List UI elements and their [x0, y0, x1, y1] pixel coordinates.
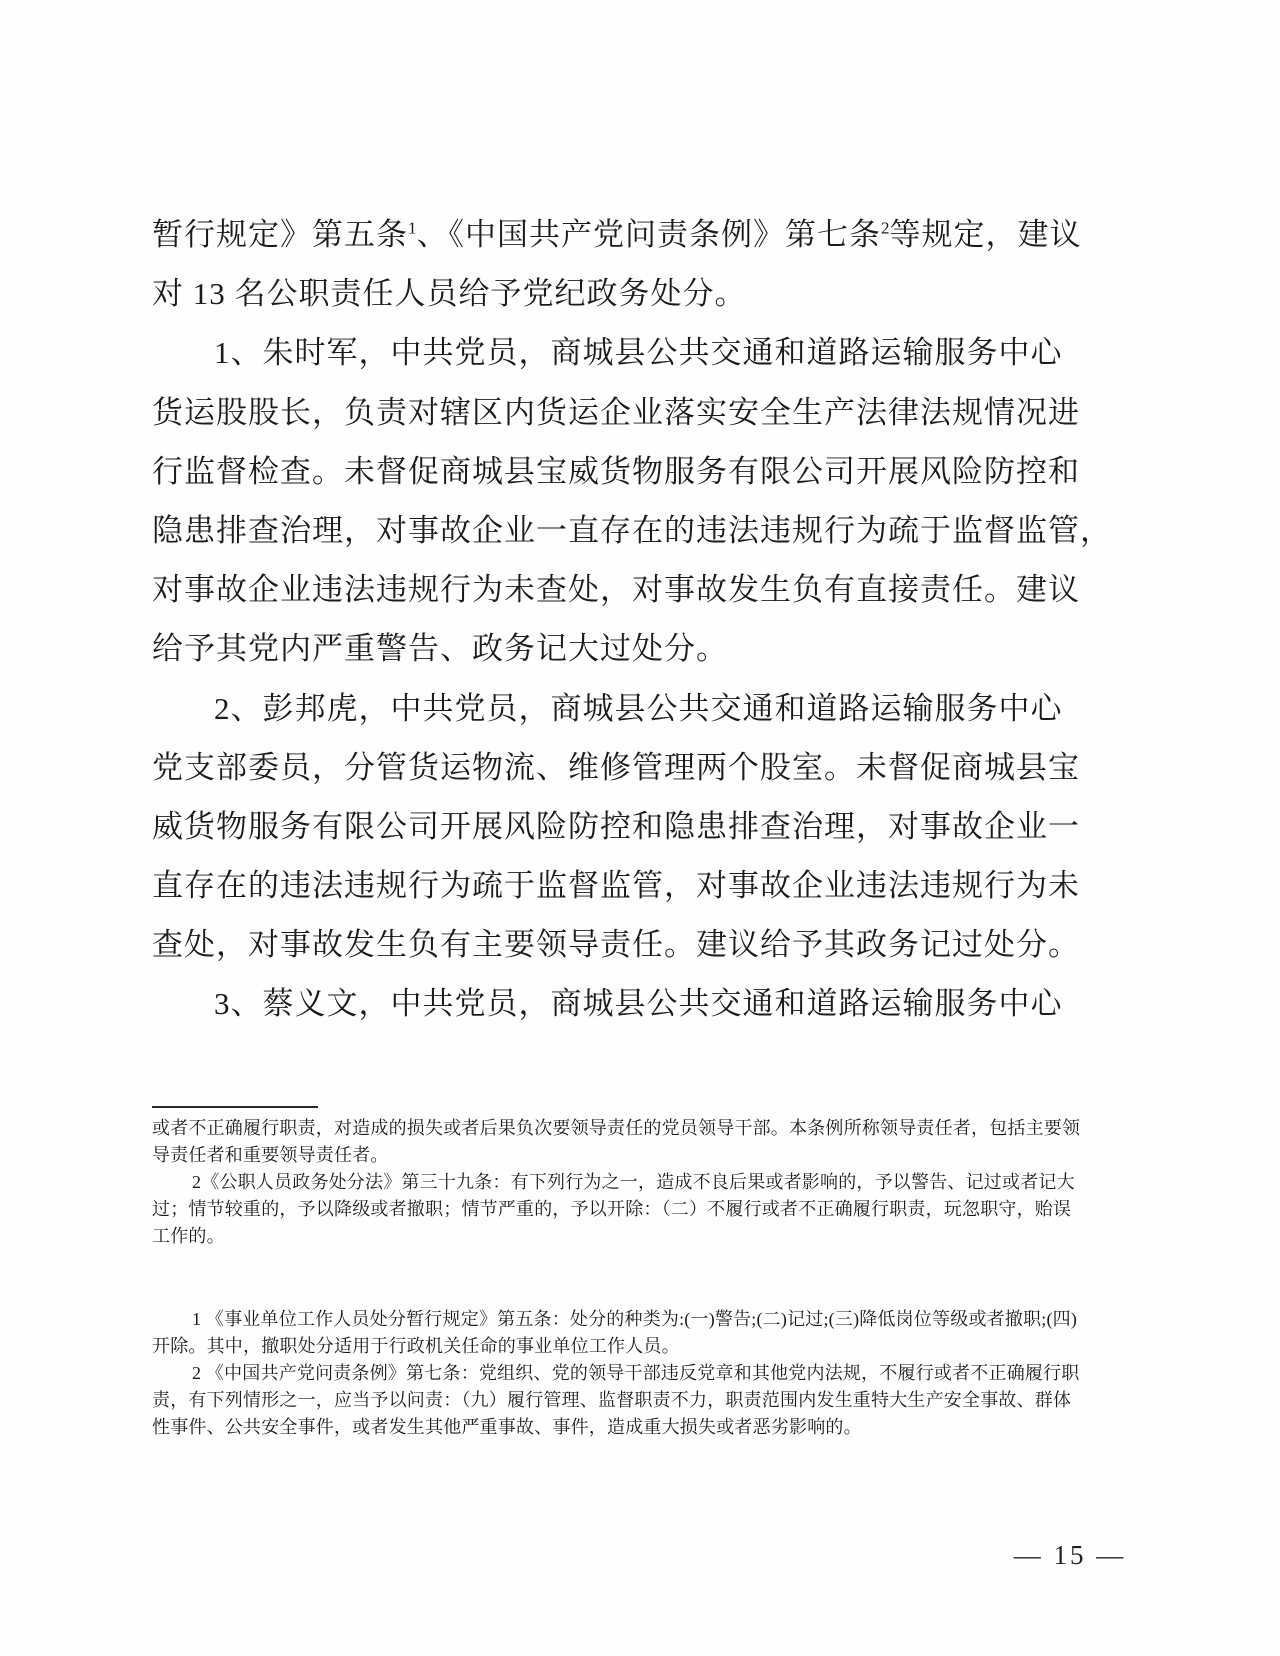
footnote-line: 导责任者和重要领导责任者。: [152, 1145, 389, 1165]
body-line: 威货物服务有限公司开展风险防控和隐患排查治理，对事故企业一: [152, 808, 1080, 844]
footnote-line: 性事件、公共安全事件，或者发生其他严重事故、事件，造成重大损失或者恶劣影响的。: [152, 1417, 862, 1437]
footnote-ref-2: 2: [881, 218, 890, 238]
body-line-segment: 等规定，建议: [889, 217, 1082, 252]
footnote-line: 1 《事业单位工作人员处分暂行规定》第五条：处分的种类为:(一)警告;(二)记过;(三)降低岗位等级或者撤职;(四): [192, 1309, 1078, 1329]
body-line: 隐患排查治理，对事故企业一直存在的违法违规行为疏于监督监管，: [152, 512, 1112, 548]
body-line: 给予其党内严重警告、政务记大过处分。: [152, 631, 728, 667]
body-line: 直存在的违法违规行为疏于监督监管，对事故企业违法违规行为未: [152, 868, 1080, 904]
body-line: 对 13 名公职责任人员给予党纪政务处分。: [152, 276, 747, 312]
body-line-segment: 暂行规定》第五条: [152, 217, 408, 252]
footnote-block-upper: [152, 1115, 1107, 1250]
footnote-ref-1: 1: [408, 218, 417, 238]
body-line: [152, 205, 1092, 264]
body-line: 3、蔡义文，中共党员，商城县公共交通和道路运输服务中心: [214, 986, 1063, 1022]
footnote-separator: [152, 1106, 318, 1108]
footnote-line: 责，有下列情形之一，应当予以问责：（九）履行管理、监督职责不力，职责范围内发生重特大生产安全事故、群体: [152, 1390, 1072, 1410]
footnote-line: 过；情节较重的，予以降级或者撤职；情节严重的，予以开除：（二）不履行或者不正确履行职责，玩忽职守，贻误: [152, 1199, 1072, 1219]
body-line: 党支部委员，分管货运物流、维修管理两个股室。未督促商城县宝: [152, 749, 1080, 785]
body-line: 对事故企业违法违规行为未查处，对事故发生负有直接责任。建议: [152, 572, 1080, 608]
body-line: 查处，对事故发生负有主要领导责任。建议给予其政务记过处分。: [152, 927, 1080, 963]
footnote-line: 2《公职人员政务处分法》第三十九条：有下列行为之一，造成不良后果或者影响的，予以警告、记过或者记大: [192, 1172, 1075, 1192]
footnote-line: 或者不正确履行职责，对造成的损失或者后果负次要领导责任的党员领导干部。本条例所称领导责任者，包括主要领: [152, 1118, 1081, 1138]
footnote-block-lower: [152, 1306, 1107, 1441]
body-line-segment: 、《中国共产党问责条例》第七条: [416, 217, 881, 252]
page-number: — 15 —: [1013, 1540, 1127, 1570]
footnote-line: 2 《中国共产党问责条例》第七条：党组织、党的领导干部违反党章和其他党内法规，不履行或者不正确履行职: [192, 1363, 1080, 1383]
body-line: 行监督检查。未督促商城县宝威货物服务有限公司开展风险防控和: [152, 453, 1080, 489]
body-line: 2、彭邦虎，中共党员，商城县公共交通和道路运输服务中心: [214, 690, 1063, 726]
body-line: 货运股股长，负责对辖区内货运企业落实安全生产法律法规情况进: [152, 394, 1080, 430]
footnote-line: 工作的。: [152, 1226, 225, 1246]
body-line: 1、朱时军，中共党员，商城县公共交通和道路运输服务中心: [214, 335, 1063, 371]
body-text: [152, 205, 1112, 1034]
footnote-line: 开除。其中，撤职处分适用于行政机关任命的事业单位工作人员。: [152, 1336, 680, 1356]
